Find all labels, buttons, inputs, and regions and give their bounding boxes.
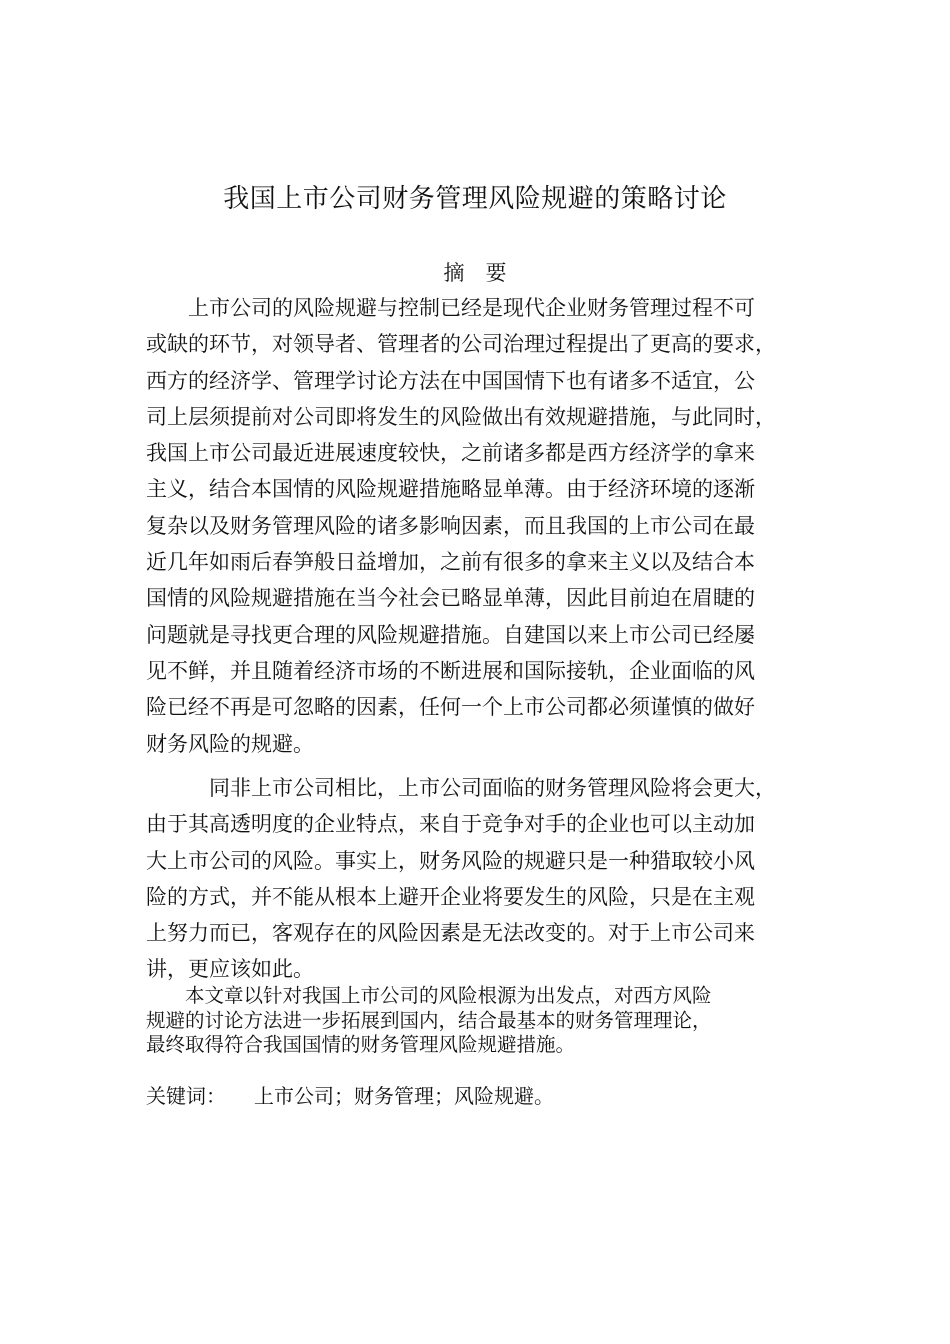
paragraph-line: 讲，更应该如此。: [146, 957, 314, 982]
paragraph-line: 西方的经济学、管理学讨论方法在中国国情下也有诸多不适宜，公: [146, 368, 755, 393]
paragraph-line: 规避的讨论方法进一步拓展到国内，结合最基本的财务管理理论，: [146, 1008, 712, 1032]
paragraph-line: 主义，结合本国情的风险规避措施略显单薄。由于经济环境的逐渐: [146, 477, 755, 502]
keywords-label: 关键词：: [146, 1084, 226, 1108]
keywords-line: [146, 1081, 554, 1111]
paragraph-line: 险的方式，并不能从根本上避开企业将要发生的风险，只是在主观: [146, 884, 755, 909]
abstract-paragraph-3: [146, 984, 826, 1058]
paragraph-line: 同非上市公司相比，上市公司面临的财务管理风险将会更大，: [146, 776, 776, 800]
paragraph-line: 见不鲜，并且随着经济市场的不断进展和国际接轨，企业面临的风: [146, 658, 755, 683]
paragraph-line: 我国上市公司最近进展速度较快，之前诸多都是西方经济学的拿来: [146, 441, 755, 466]
paragraph-line: 上市公司的风险规避与控制已经是现代企业财务管理过程不可: [146, 296, 755, 320]
abstract-paragraph-2: [146, 770, 826, 988]
page-title: 我国上市公司财务管理风险规避的策略讨论: [223, 184, 727, 214]
paragraph-line: 本文章以针对我国上市公司的风险根源为出发点，对西方风险: [146, 984, 712, 1007]
abstract-heading: 摘 要: [443, 261, 507, 285]
keywords-value: 上市公司；财务管理；风险规避。: [254, 1084, 554, 1108]
paragraph-line: 财务风险的规避。: [146, 731, 314, 756]
paragraph-line: 大上市公司的风险。事实上，财务风险的规避只是一种猎取较小风: [146, 848, 755, 873]
abstract-paragraph-1: [146, 290, 826, 762]
paragraph-line: 国情的风险规避措施在当今社会已略显单薄，因此目前迫在眉睫的: [146, 586, 755, 611]
paragraph-line: 最终取得符合我国国情的财务管理风险规避措施。: [146, 1033, 576, 1056]
paragraph-line: 司上层须提前对公司即将发生的风险做出有效规避措施，与此同时，: [146, 404, 776, 429]
paragraph-line: 复杂以及财务管理风险的诸多影响因素，而且我国的上市公司在最: [146, 513, 755, 538]
paragraph-line: 近几年如雨后春笋般日益增加，之前有很多的拿来主义以及结合本: [146, 550, 755, 575]
paragraph-line: 或缺的环节，对领导者、管理者的公司治理过程提出了更高的要求，: [146, 332, 776, 357]
paragraph-line: 上努力而已，客观存在的风险因素是无法改变的。对于上市公司来: [146, 921, 755, 946]
paragraph-line: 由于其高透明度的企业特点，来自于竞争对手的企业也可以主动加: [146, 812, 755, 837]
paragraph-line: 险已经不再是可忽略的因素，任何一个上市公司都必须谨慎的做好: [146, 695, 755, 720]
paragraph-line: 问题就是寻找更合理的风险规避措施。自建国以来上市公司已经屡: [146, 622, 755, 647]
